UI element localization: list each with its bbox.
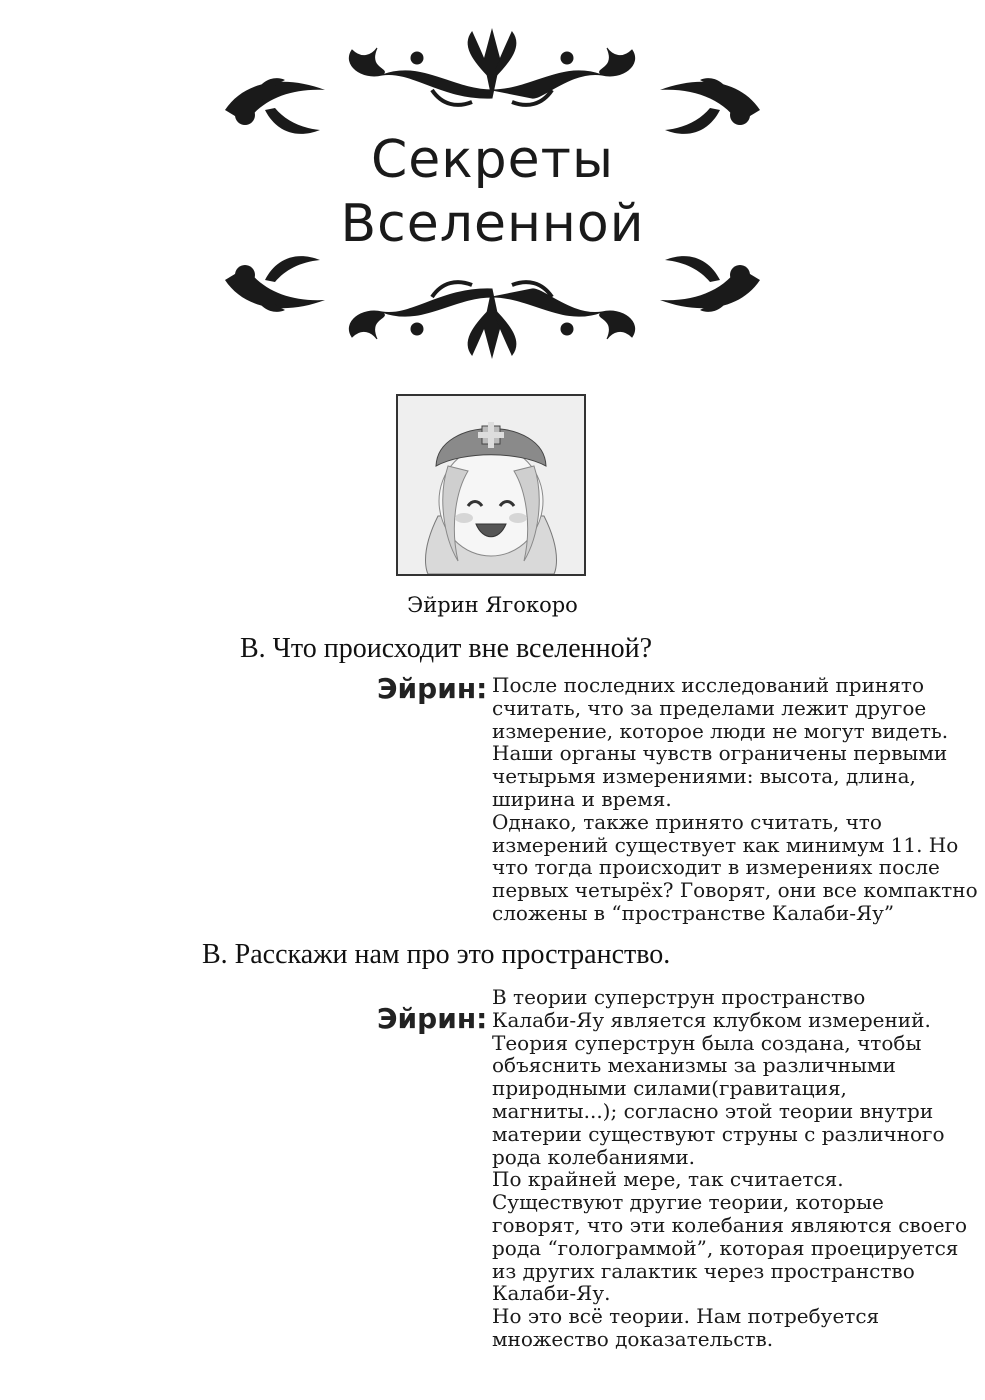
answer-line: измерений существует как минимум 11. Но bbox=[492, 832, 959, 857]
answer-line: что тогда происходит в измерениях после bbox=[492, 855, 940, 880]
answer-line: говорят, что эти колебания являются своего bbox=[492, 1212, 968, 1237]
answer-line: объяснить механизмы за различными bbox=[492, 1053, 896, 1078]
answer-line: Калаби-Яу. bbox=[492, 1281, 611, 1306]
answer-line: материи существуют струны с различного bbox=[492, 1121, 945, 1146]
answer-line: множество доказательств. bbox=[492, 1326, 774, 1351]
answer-line: первых четырёх? Говорят, они все компактно bbox=[492, 878, 978, 903]
answer-line: считать, что за пределами лежит другое bbox=[492, 695, 927, 720]
page-title bbox=[0, 128, 985, 256]
answer-line: По крайней мере, так считается. bbox=[492, 1167, 844, 1192]
answer-line: четырьмя измерениями: высота, длина, bbox=[492, 764, 916, 789]
portrait-caption: Эйрин Ягокоро bbox=[407, 593, 578, 617]
answer-line: Но это всё теории. Нам потребуется bbox=[492, 1304, 880, 1329]
answer-line: Теория суперструн была создана, чтобы bbox=[492, 1030, 922, 1055]
speaker-label-2: Эйрин: bbox=[377, 1002, 488, 1035]
answer-line: Существуют другие теории, которые bbox=[492, 1190, 884, 1215]
answer-line: рода “голограммой”, которая проецируется bbox=[492, 1235, 959, 1260]
answer-line: Калаби-Яу является клубком измерений. bbox=[492, 1007, 931, 1032]
answer-line: рода колебаниями. bbox=[492, 1144, 696, 1169]
title-line-2: Вселенной bbox=[340, 194, 645, 254]
ornament-top-icon bbox=[322, 20, 662, 120]
answer-line: Однако, также принято считать, что bbox=[492, 809, 882, 834]
answer-line: После последних исследований принято bbox=[492, 673, 924, 697]
character-portrait-icon bbox=[398, 396, 584, 574]
answer-line: В теории суперструн пространство bbox=[492, 985, 866, 1009]
answer-1 bbox=[492, 674, 980, 925]
question-1: В. Что происходит вне вселенной? bbox=[240, 633, 653, 664]
question-2: В. Расскажи нам про это пространство. bbox=[202, 939, 671, 970]
answer-line: сложены в “пространстве Калаби-Яу” bbox=[492, 900, 895, 925]
title-line-1: Секреты bbox=[370, 130, 615, 190]
ornament-bottom-icon bbox=[322, 272, 662, 367]
answer-line: магниты...); согласно этой теории внутри bbox=[492, 1098, 934, 1123]
answer-line: из других галактик через пространство bbox=[492, 1258, 915, 1283]
character-portrait bbox=[396, 394, 586, 576]
answer-line: Наши органы чувств ограничены первыми bbox=[492, 741, 948, 766]
answer-line: ширина и время. bbox=[492, 786, 672, 811]
speaker-label-1: Эйрин: bbox=[377, 672, 488, 705]
answer-line: измерение, которое люди не могут видеть. bbox=[492, 718, 949, 743]
answer-2 bbox=[492, 986, 980, 1351]
answer-line: природными силами(гравитация, bbox=[492, 1076, 847, 1101]
